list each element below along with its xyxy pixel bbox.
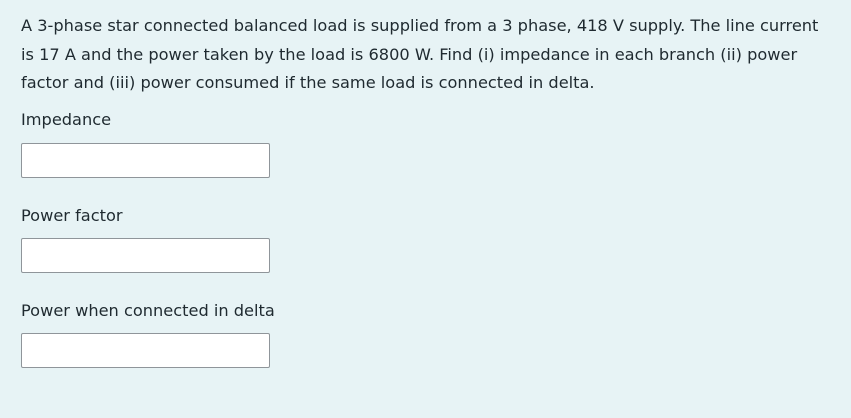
impedance-label: Impedance xyxy=(21,110,112,129)
impedance-input[interactable] xyxy=(21,143,270,178)
delta-power-input[interactable] xyxy=(21,333,270,368)
power-factor-label: Power factor xyxy=(21,206,123,225)
delta-power-label: Power when connected in delta xyxy=(21,301,275,320)
power-factor-input[interactable] xyxy=(21,238,270,273)
question-text: A 3-phase star connected balanced load is supplied from a 3 phase, 418 V supply. The line current is 17 A and the power taken by the load is 6800 W. Find (i) impedance in each branch (ii) power factor and (iii) power consumed if the same load is connected in delta. xyxy=(21,16,819,92)
